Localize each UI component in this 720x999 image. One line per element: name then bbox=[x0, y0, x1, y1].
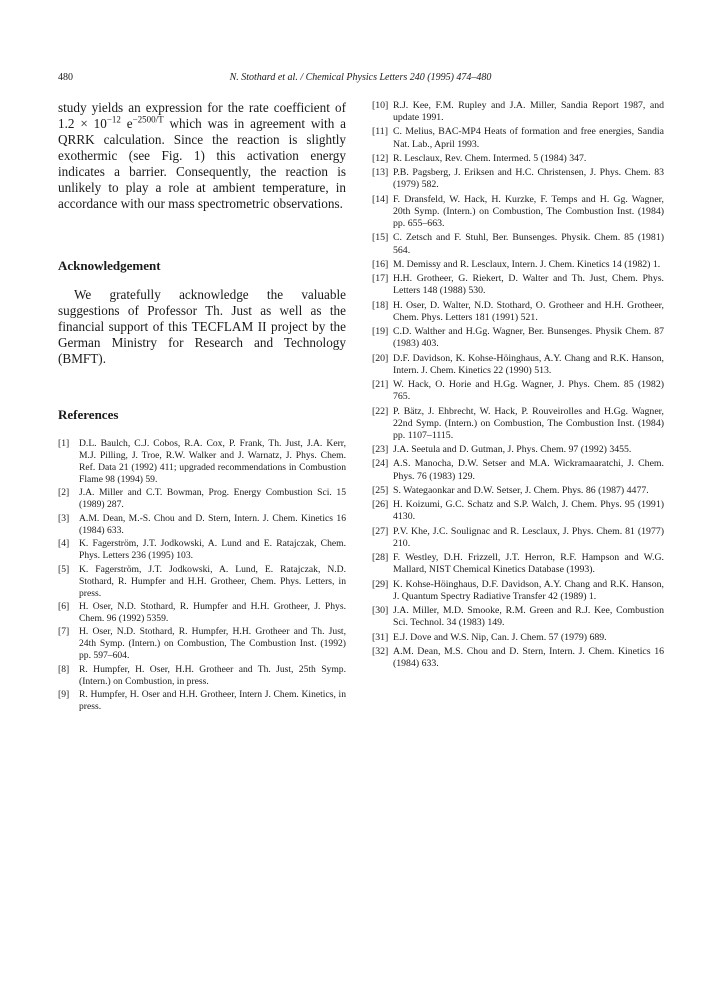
reference-number: [7] bbox=[58, 626, 70, 638]
reference-number: [23] bbox=[372, 444, 389, 456]
reference-item bbox=[372, 444, 664, 456]
reference-item bbox=[58, 513, 346, 537]
reference-number: [8] bbox=[58, 663, 70, 675]
page-number: 480 bbox=[58, 72, 73, 83]
reference-text: M. Demissy and R. Lesclaux, Intern. J. Chem. Kinetics 14 (1982) 1. bbox=[393, 258, 661, 270]
reference-text: R. Humpfer, H. Oser, H.H. Grotheer and Th. Just, 25th Symp. (Intern.) on Combustion, in press. bbox=[79, 663, 346, 687]
reference-item bbox=[372, 326, 664, 351]
reference-number: [19] bbox=[372, 326, 389, 338]
intro-text-start: study yields an expression for the rate coefficient of 1.2 × 10 bbox=[58, 100, 346, 131]
reference-text: J.A. Seetula and D. Gutman, J. Phys. Chem. 97 (1992) 3455. bbox=[393, 444, 632, 456]
reference-item bbox=[58, 626, 346, 662]
reference-item bbox=[372, 232, 664, 257]
reference-number: [11] bbox=[372, 126, 388, 138]
reference-item bbox=[372, 485, 664, 497]
running-head: N. Stothard et al. / Chemical Physics Letters 240 (1995) 474–480 bbox=[229, 72, 492, 83]
reference-item bbox=[58, 689, 346, 713]
reference-item bbox=[372, 379, 664, 404]
reference-item bbox=[372, 499, 664, 524]
reference-item bbox=[372, 300, 664, 325]
reference-item bbox=[372, 153, 664, 165]
reference-number: [30] bbox=[372, 605, 389, 617]
reference-item bbox=[372, 126, 664, 151]
reference-item bbox=[372, 273, 664, 298]
reference-item bbox=[372, 100, 664, 125]
reference-item bbox=[58, 601, 346, 625]
reference-item bbox=[372, 632, 664, 644]
reference-text: A.S. Manocha, D.W. Setser and M.A. Wickramaaratchi, J. Chem. Phys. 76 (1983) 129. bbox=[393, 458, 664, 482]
intro-paragraph bbox=[58, 100, 346, 212]
reference-number: [24] bbox=[372, 458, 389, 470]
reference-item bbox=[372, 406, 664, 443]
reference-number: [16] bbox=[372, 258, 389, 270]
reference-number: [25] bbox=[372, 484, 389, 496]
reference-text: K. Fagerström, J.T. Jodkowski, A. Lund, E. Ratajczak, N.D. Stothard, R. Humpfer and H.H. Grotheer, Chem. Phys. Letters, in press. bbox=[79, 563, 346, 599]
reference-item bbox=[58, 487, 346, 511]
reference-text: P.V. Khe, J.C. Soulignac and R. Lesclaux, J. Phys. Chem. 81 (1977) 210. bbox=[393, 525, 664, 549]
reference-number: [22] bbox=[372, 405, 389, 417]
reference-number: [31] bbox=[372, 631, 389, 643]
reference-item bbox=[372, 646, 664, 671]
reference-item bbox=[58, 664, 346, 688]
intro-text-mid: e bbox=[120, 116, 133, 131]
reference-text: C. Zetsch and F. Stuhl, Ber. Bunsenges. Physik. Chem. 85 (1981) 564. bbox=[393, 232, 664, 256]
acknowledgement-paragraph: We gratefully acknowledge the valuable suggestions of Professor Th. Just as well as the financial support of this TECFLAM II project by the German Ministry for Research and Technology (BMFT). bbox=[58, 287, 346, 366]
reference-item bbox=[372, 552, 664, 577]
reference-item bbox=[372, 579, 664, 604]
reference-number: [1] bbox=[58, 438, 70, 449]
reference-number: [9] bbox=[58, 689, 70, 701]
reference-text: H. Oser, N.D. Stothard, R. Humpfer, H.H. Grotheer and Th. Just, 24th Symp. (Intern.) on Combustion, The Combustion Inst. (1992) pp. 597–604. bbox=[79, 626, 346, 662]
reference-text: R. Lesclaux, Rev. Chem. Intermed. 5 (1984) 347. bbox=[393, 152, 587, 164]
reference-text: W. Hack, O. Horie and H.Gg. Wagner, J. Phys. Chem. 85 (1982) 765. bbox=[393, 379, 664, 403]
references-heading: References bbox=[58, 407, 119, 422]
reference-text: S. Wategaonkar and D.W. Setser, J. Chem. Phys. 86 (1987) 4477. bbox=[393, 484, 649, 496]
reference-item bbox=[372, 259, 664, 271]
reference-number: [14] bbox=[372, 193, 389, 205]
reference-text: R.J. Kee, F.M. Rupley and J.A. Miller, Sandia Report 1987, and update 1991. bbox=[393, 100, 664, 124]
reference-number: [2] bbox=[58, 487, 70, 499]
reference-number: [3] bbox=[58, 512, 70, 524]
reference-text: K. Fagerström, J.T. Jodkowski, A. Lund and E. Ratajczak, Chem. Phys. Letters 236 (1995) 103. bbox=[79, 538, 346, 562]
reference-number: [15] bbox=[372, 232, 389, 244]
reference-text: D.F. Davidson, K. Kohse-Höinghaus, A.Y. Chang and R.K. Hanson, Intern. J. Chem. Kinetics 22 (1990) 513. bbox=[393, 352, 664, 376]
page-header bbox=[58, 72, 663, 86]
reference-number: [5] bbox=[58, 563, 70, 575]
reference-list-left bbox=[58, 438, 346, 713]
reference-number: [20] bbox=[372, 352, 389, 364]
reference-number: [17] bbox=[372, 273, 389, 285]
reference-text: C.D. Walther and H.Gg. Wagner, Ber. Bunsenges. Physik Chem. 87 (1983) 403. bbox=[393, 326, 664, 350]
reference-item bbox=[372, 167, 664, 192]
reference-number: [6] bbox=[58, 600, 70, 612]
reference-text: F. Westley, D.H. Frizzell, J.T. Herron, R.F. Hampson and W.G. Mallard, NIST Chemical Kinetics Database (1993). bbox=[393, 552, 664, 576]
reference-text: D.L. Baulch, C.J. Cobos, R.A. Cox, P. Frank, Th. Just, J.A. Kerr, M.J. Pilling, J. Troe, R.W. Walker and J. Warnatz, J. Phys. Chem. Ref. Data 21 (1992) 411; upgraded recommendations in Combustion Flame 98 (1994) 59. bbox=[79, 438, 346, 485]
reference-item bbox=[58, 538, 346, 562]
reference-item bbox=[372, 526, 664, 551]
reference-text: H.H. Grotheer, G. Riekert, D. Walter and Th. Just, Chem. Phys. Letters 148 (1988) 530. bbox=[393, 273, 664, 297]
right-column bbox=[372, 100, 664, 672]
reference-text: A.M. Dean, M.S. Chou and D. Stern, Intern. J. Chem. Kinetics 16 (1984) 633. bbox=[393, 645, 664, 670]
reference-number: [32] bbox=[372, 645, 389, 657]
reference-item bbox=[372, 458, 664, 483]
reference-item bbox=[372, 605, 664, 630]
reference-number: [4] bbox=[58, 538, 70, 550]
reference-item bbox=[372, 194, 664, 231]
reference-number: [12] bbox=[372, 152, 389, 164]
reference-text: C. Melius, BAC-MP4 Heats of formation and free energies, Sandia Nat. Lab., April 1993. bbox=[393, 126, 664, 150]
acknowledgement-heading: Acknowledgement bbox=[58, 258, 161, 273]
reference-number: [18] bbox=[372, 299, 389, 311]
intro-text-end: which was in agreement with a QRRK calculation. Since the reaction is slightly exothermic (see Fig. 1) this activation energy indicates a barrier. Consequently, the reaction is unlikely to play a role at ambient temperature, in accordance with our mass spectrometric observations. bbox=[58, 116, 346, 211]
reference-text: H. Oser, N.D. Stothard, R. Humpfer and H.H. Grotheer, J. Phys. Chem. 96 (1992) 5359. bbox=[79, 600, 346, 624]
reference-number: [26] bbox=[372, 499, 389, 511]
reference-text: A.M. Dean, M.-S. Chou and D. Stern, Intern. J. Chem. Kinetics 16 (1984) 633. bbox=[79, 512, 346, 536]
reference-text: K. Kohse-Höinghaus, D.F. Davidson, A.Y. Chang and R.K. Hanson, J. Quantum Spectry Radiative Transfer 42 (1989) 1. bbox=[393, 578, 664, 602]
left-column bbox=[58, 100, 346, 715]
reference-number: [29] bbox=[372, 578, 389, 590]
reference-text: E.J. Dove and W.S. Nip, Can. J. Chem. 57 (1979) 689. bbox=[393, 631, 607, 643]
reference-text: P.B. Pagsberg, J. Eriksen and H.C. Christensen, J. Phys. Chem. 83 (1979) 582. bbox=[393, 167, 664, 191]
reference-text: J.A. Miller and C.T. Bowman, Prog. Energy Combustion Sci. 15 (1989) 287. bbox=[79, 487, 346, 511]
reference-number: [27] bbox=[372, 525, 389, 537]
reference-text: J.A. Miller, M.D. Smooke, R.M. Green and R.J. Kee, Combustion Sci. Technol. 34 (1983) 149. bbox=[393, 605, 664, 629]
reference-item bbox=[58, 438, 346, 486]
reference-number: [28] bbox=[372, 552, 389, 564]
reference-number: [13] bbox=[372, 167, 389, 179]
reference-text: R. Humpfer, H. Oser and H.H. Grotheer, Intern J. Chem. Kinetics, in press. bbox=[79, 689, 346, 713]
reference-number: [21] bbox=[372, 379, 389, 391]
reference-item bbox=[372, 353, 664, 378]
reference-text: H. Oser, D. Walter, N.D. Stothard, O. Grotheer and H.H. Grotheer, Chem. Phys. Letters 181 (1991) 521. bbox=[393, 299, 664, 323]
intro-exponent-2: −2500/T bbox=[132, 114, 164, 125]
reference-text: P. Bätz, J. Ehbrecht, W. Hack, P. Rouveirolles and H.Gg. Wagner, 22nd Symp. (Intern.) on Combustion, The Combustion Inst. (1984) pp. 1107–1115. bbox=[393, 405, 664, 442]
reference-list-right bbox=[372, 100, 664, 670]
reference-number: [10] bbox=[372, 100, 389, 111]
intro-exponent-1: −12 bbox=[106, 114, 121, 125]
reference-text: F. Dransfeld, W. Hack, H. Kurzke, F. Temps and H. Gg. Wagner, 20th Symp. (Intern.) on Combustion, The Combustion Inst. (1984) pp. 655–663. bbox=[393, 193, 664, 230]
reference-item bbox=[58, 564, 346, 600]
reference-text: H. Koizumi, G.C. Schatz and S.P. Walch, J. Chem. Phys. 95 (1991) 4130. bbox=[393, 499, 664, 523]
